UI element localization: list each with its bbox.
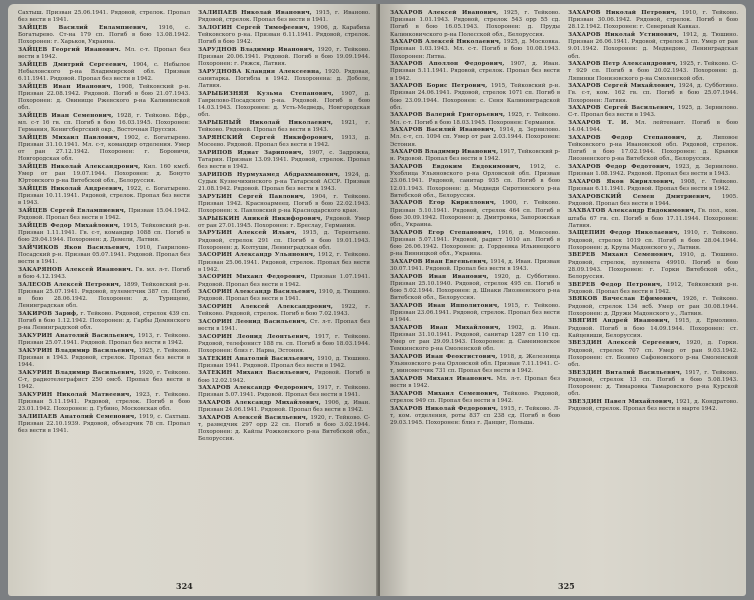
- memorial-entry: [18, 223, 190, 245]
- memorial-entry: [18, 84, 190, 113]
- memorial-entry: [198, 252, 370, 274]
- entry-text: Мл. л-т. Пропал без вести в 1942.: [390, 376, 560, 390]
- entry-text: 1926, г. Тейково. Рядовой, стрелок 134 всб. Умер от ран 30.08.1944. Похоронен: д. Дружи Мадонского у., Латвия.: [568, 296, 738, 317]
- memorial-entry: [568, 179, 738, 193]
- entry-name: ЗАЙЦЕВ Василий Евлампиевич,: [18, 24, 148, 31]
- entry-text: 1920. Рядовая, санитарка. Погибла в 1942. Похоронена: д. Доболе, Латвия.: [198, 68, 370, 90]
- entry-name: ЗАСОРИН Алексей Александрович,: [198, 303, 334, 310]
- entry-name: ЗВЕЗДИН Алексей Сергеевич,: [568, 340, 681, 347]
- entry-name: ЗВЯГИН Андрей Иванович,: [568, 318, 670, 325]
- entry-name: ЗАХАРОВ Иван Феоктистович,: [390, 354, 498, 361]
- entry-name: ЗАЙЦЕВ Георгий Иванович.: [18, 46, 121, 53]
- memorial-entry: [18, 47, 190, 61]
- memorial-entry: [568, 32, 738, 61]
- entry-name: ЗАХАРОВ Алексей Иванович,: [390, 10, 499, 16]
- entry-text: 1914, д. Зернилово. Мл. с-т, сл. 1094 сп. Умер от ран 2.03.1944. Похоронен: Эстония.: [390, 127, 560, 148]
- entry-text: 1916, с. Богатырево. Ст-на 179 сп. Погиб в бою 13.08.1942. Похоронен: г. Харьков, Украина.: [18, 24, 190, 46]
- entry-text: 1913, д. Мосеево. Рядовой. Пропал без вести в 1942.: [198, 134, 370, 148]
- right-page-column-2: [568, 10, 738, 576]
- entry-text: Призван 15.04.1942. Рядовой. Пропал без вести в 1942.: [18, 208, 190, 222]
- entry-name: ЗАХАРОВ Яков Кириллович,: [568, 178, 675, 185]
- entry-name: ЗАХАРОВ Федор Федотович,: [568, 164, 671, 170]
- memorial-entry: [198, 304, 370, 318]
- entry-name: ЗАКУРИН Анатолий Васильевич,: [18, 332, 136, 339]
- memorial-entry: [568, 340, 738, 369]
- entry-name: ЗАХАРОВ Николай Устинович,: [568, 32, 679, 38]
- entry-name: ЗАХАРОВ Николай Федорович,: [390, 405, 499, 412]
- entry-text: 1914, д. Иван. Призван 30.07.1941. Рядовой. Пропал без вести в 1943.: [390, 258, 560, 273]
- entry-name: ЗАЙЦЕВ Сергей Евлампиевич,: [18, 208, 127, 214]
- entry-name: ЗАХАРОВ Сергей Михайлович,: [568, 83, 677, 90]
- entry-name: ЗАЙЦЕВ Николай Андреевич,: [18, 186, 124, 192]
- entry-text: 1915, г. Тейково. Л-т, ком. отделения, роты 837 сп 238 сд. Погиб в бою 29.03.1945. Похоронен: близ г. Данциг, Польша.: [390, 405, 560, 427]
- entry-name: ЗАРЫБКИН Аникей Никифорович,: [198, 215, 323, 222]
- right-page-column-1: [390, 10, 560, 576]
- memorial-entry: [568, 296, 738, 318]
- memorial-entry: [198, 69, 370, 91]
- entry-name: ЗАЙЦЕВ Дмитрий Сергеевич,: [18, 61, 128, 68]
- memorial-entry: [390, 259, 560, 273]
- memorial-entry: [390, 376, 560, 390]
- entry-name: ЗАХАРОВ Егор Степанович,: [390, 229, 493, 236]
- entry-text: 1906, д. Иван. Призван 24.06.1941. Рядовой. Пропал без вести в 1942.: [198, 399, 370, 414]
- entry-name: ЗАЙЧИКОВ Яков Васильевич,: [18, 244, 131, 251]
- entry-text: 1906, д. Карабиха Тейковского р-на. Призван 6.11.1941. Рядовой, стрелок. Погиб в бою 1942.: [198, 24, 370, 46]
- entry-name: ЗАХАРОВ Сергей Васильевич,: [568, 105, 675, 112]
- entry-text: 1910, Гаврилово-Посадский р-н. Призван 05.07.1941. Рядовой. Пропал без вести в 1941.: [18, 244, 190, 266]
- entry-text: 1928, г. Тейково. Ефр., мл. с-т 16 гв. сп. Погиб в бою 16.03.1945. Похоронен: Германия, Кенигсбергский окр., Восточная Пруссия.: [18, 112, 190, 134]
- entry-text: 1920, г. Тейково. С-т, разведчик 297 орр 22 сп. Погиб в бою 3.02.1944. Похоронен: д. Кайлы Рожковского р-на Витебской обл., Белоруссия.: [198, 414, 370, 443]
- entry-text: 1900, г. Тейково. Призван 5.10.1941. Рядовой, стрелок 464 сп. Погиб в бою 30.09.1942. Похоронен: д. Дмитровка, Запорожская обл., Украина.: [390, 200, 560, 229]
- memorial-entry: [198, 216, 370, 230]
- memorial-entry: [568, 10, 738, 32]
- memorial-entry: [568, 370, 738, 399]
- memorial-entry: [390, 200, 560, 229]
- entry-name: ЗАХАРОВ Евдоким Евдокимович,: [390, 164, 521, 170]
- memorial-entry: [18, 135, 190, 164]
- memorial-entry: [18, 282, 190, 311]
- entry-text: 1904, с. Небылое Небыловского р-на Владимирской обл. Призван 6.11.1941. Рядовой. Пропал без вести в 1942.: [18, 61, 190, 82]
- memorial-entry: [568, 83, 738, 105]
- entry-name: ЗАСОРИН Александр Ульянович,: [198, 252, 316, 259]
- entry-name: ЗАРУДНОВА Клавдия Алексеевна,: [198, 68, 322, 75]
- entry-name: ЗАЩЕПИН Федор Николаевич,: [568, 230, 680, 237]
- entry-name: ЗАРУБИН Алексей Ильич,: [198, 230, 297, 237]
- entry-name: ЗАРЫБИЗНЯЯ Кузьма Степанович,: [198, 90, 334, 97]
- entry-text: 1917, г. Тейково. Призван 5.07.1941. Рядовой. Пропал без вести в 1941.: [198, 385, 370, 399]
- memorial-entry: [390, 10, 560, 39]
- entry-text: 1923, д. Зернилово. Призван 1.08.1942. Рядовой. Пропал без вести в 1943.: [568, 164, 738, 178]
- entry-text: д. Липовое Тейковского р-на Ивановской обл. Рядовой, стрелок. Погиб в бою 17.02.1944. Похоронен: д. Крынки Лиозненского р-на Витебской обл., Белоруссия.: [568, 134, 738, 163]
- entry-name: ЗАРИПОВ Нурмухамед Абдрахманович,: [198, 171, 341, 178]
- entry-text: 1912, г. Тейково. Призван 25.06.1941. Рядовой, стрелок. Пропал без вести в 1942.: [198, 252, 370, 273]
- entry-text: 1910, д. Тюшино. Призван 1941. Рядовой. Пропал без вести в 1942.: [198, 355, 370, 369]
- entry-name: ЗАКИРОВ Зариф,: [18, 310, 79, 317]
- entry-text: Рядовой. Умер от ран 27.01.1945. Похоронен: г. Бреслау, Германия.: [198, 215, 370, 229]
- entry-text: Мл. лейтенант. Погиб в бою 14.04.1944.: [568, 120, 738, 134]
- entry-text: 1917, Тейковский р-н. Рядовой. Пропал без вести в 1942.: [390, 149, 560, 163]
- entry-text: 1904, г. Тейково. Призван 1942. Красноармеец. Погиб в бою 22.02.1943. Похоронен: х. Павловский р-на Краснодарского края.: [198, 193, 370, 214]
- entry-name: ЗАХВАТОВ Александр Евдокимович,: [568, 208, 696, 215]
- entry-text: 1916, д. Моисеево. Призван 5.07.1941. Рядовой, радист 1010 ап. Погиб в бою 26.06.1942. Похоронен: д. Гордеевка Ильинецкого р-на Винницкой обл., Украина.: [390, 229, 560, 258]
- memorial-entry: [568, 135, 738, 164]
- entry-name: ЗВЕРЕВ Михаил Семенович,: [568, 252, 674, 259]
- entry-text: 1921, г. Тейково. Рядовой. Пропал без вести в 1943.: [198, 120, 370, 134]
- entry-text: 1921, д. Кондратово. Рядовой, стрелок. Пропал без вести в марте 1942.: [568, 398, 738, 412]
- memorial-entry: [198, 120, 370, 134]
- memorial-entry: [18, 370, 190, 392]
- entry-name: ЗАХАРОВ Валерий Григорьевич,: [390, 112, 506, 119]
- entry-name: ЗАХАРОВ Александр Федорович,: [198, 385, 315, 392]
- entry-text: Гв. мл. л-т. Погиб в бою 4.12.1943.: [18, 266, 190, 280]
- entry-text: Гв. пол., ком. штаба 67 гв. сп. Погиб в бою 17.11.1944. Похоронен: Латвия.: [568, 208, 738, 229]
- entry-name: ЗАЙЦЕВ Федор Михайлович,: [18, 222, 121, 229]
- memorial-entry: [390, 391, 560, 405]
- entry-text: 1924, д. Субботино. Гв. с-т, ком. 162 гв. сп. Погиб в бою 25.07.1944. Похоронен: Латвия.: [568, 83, 738, 104]
- entry-name: ЗАТЕКИН Анатолий Васильевич,: [198, 355, 315, 362]
- entry-text: Кил. 160 кмсб. Умер от ран 19.07.1944. Похоронен: д. Бонуто Юртовского р-на Витебской обл., Белоруссия.: [18, 164, 190, 185]
- memorial-entry: [198, 370, 370, 384]
- memorial-entry: [390, 406, 560, 428]
- entry-name: ЗАСОРИН Александр Васильевич,: [198, 289, 317, 296]
- entry-text: 1920, г. Тейково. С-т, радиотелеграфист 250 омсб. Пропал без вести в 1942.: [18, 369, 190, 390]
- entry-text: 1910, д. Тюшино. Рядовой. Пропал без вести в 1941.: [198, 289, 370, 303]
- memorial-entry: [390, 164, 560, 200]
- entry-text: 1925, г. Тейково. Мл. с-т. Погиб в бою 18.03.1945. Похоронен: Германия.: [390, 112, 560, 126]
- entry-name: ЗАТЕКИН Михаил Васильевич,: [198, 370, 311, 377]
- entry-name: ЗАЙЦЕВ Иван Иванович,: [18, 83, 113, 90]
- entry-name: ЗАХАРОВ Алексей Васильевич,: [198, 414, 309, 421]
- entry-name: ЗАХАРОВ Владимир Иванович,: [390, 149, 499, 156]
- memorial-entry: [198, 194, 370, 216]
- entry-name: ЗАХАРОВ Николай Петрович,: [568, 10, 678, 16]
- memorial-entry: [198, 415, 370, 444]
- entry-text: 1913, г. Тейково. Призван 25.07.1941. Рядовой. Пропал без вести в 1942.: [18, 332, 190, 346]
- entry-text: 1905. Рядовой. Пропал без вести в 1944.: [568, 193, 738, 207]
- memorial-entry: [568, 230, 738, 252]
- memorial-entry: [390, 325, 560, 354]
- entry-text: Призван 1.07.1941. Рядовой. Пропал без вести в 1942.: [198, 274, 370, 288]
- memorial-entry: [390, 274, 560, 303]
- entry-name: ЗВЯКОВ Вячеслав Ефимович,: [568, 296, 679, 303]
- entry-name: ЗАХАРОВСКИЙ Семен Дмитриевич,: [568, 193, 712, 200]
- entry-text: 1902, с. Богатырево. Призван 31.10.1941. Мл. с-т, командир отделения. Умер от ран 27.12.1942. Похоронен: г. Боровичи, Новгородская обл.: [18, 134, 190, 163]
- memorial-entry: [18, 392, 190, 414]
- page-number-left: 324: [176, 581, 193, 591]
- entry-text: 1907, д. Иван. Призван 5.11.1941. Рядовой, стрелок. Пропал без вести в 1942.: [390, 61, 560, 82]
- entry-name: ЗАКУРИН Владимир Васильевич,: [18, 347, 137, 354]
- entry-text: Мл. с-т. Пропал без вести в 1942.: [18, 46, 190, 60]
- memorial-entry: [198, 10, 370, 24]
- entry-name: ЗАХАРОВ Аполлон Федорович,: [390, 61, 505, 68]
- memorial-entry: [18, 267, 190, 281]
- entry-text: 1923, г. Тейково. Призван 5.11.1941. Рядовой, стрелок. Погиб в бою 23.01.1942. Похоронен: д. Губино, Московская обл.: [18, 391, 190, 412]
- entry-text: 1907, д. Гаврилово-Посадского р-на. Рядовой. Погиб в бою 14.03.1943. Похоронен: д. Усть-Медведь, Новгородская обл.: [198, 90, 370, 119]
- entry-text: 1899, Тейковский р-н. Призван 25.07.1941. Рядовой, пулеметчик 387 сп. Погиб в бою 28.06.1942. Похоронен: д. Турищево, Ленинградская обл.: [18, 281, 190, 310]
- memorial-entry: [198, 91, 370, 120]
- entry-text: 1902, д. Иван. Призван 31.10.1941. Рядовой, санитар 1287 сп 110 сд. Умер от ран 29.09.1943. Похоронен: д. Самеиновское Темкинского р-на Смоленской обл.: [390, 324, 560, 353]
- entry-text: 1915, г. Иваново. Рядовой, стрелок. Пропал без вести в 1941.: [198, 10, 370, 24]
- entry-name: ЗАХАРОВ Александр Михайлович,: [198, 399, 321, 406]
- memorial-entry: [18, 208, 190, 222]
- entry-name: ЗАХАРОВ Михаил Семенович,: [390, 390, 500, 397]
- memorial-entry: [568, 282, 738, 296]
- memorial-entry: [390, 303, 560, 325]
- memorial-entry: [198, 150, 370, 172]
- entry-text: 1920, д. Субботино. Призван 25.10.1940. Рядовой, стрелок 495 сп. Погиб в бою 5.02.1944. Похоронен: д. Шнаки Лиозненского р-на Витебской обл., Белоруссия.: [390, 273, 560, 302]
- entry-text: 1925, г. Тейково. С-т 929 сп. Погиб в бою 20.02.1943. Похоронен: д. Ляпинки Понизовского р-на Смоленской обл.: [568, 61, 738, 82]
- entry-text: Сахтыш. Призван 25.06.1941. Рядовой, стрелок. Пропал без вести в 1941.: [18, 10, 190, 24]
- entry-text: 1917, г. Тейково. Рядовой, телефонист 188 гв. сп. Погиб в бою 18.03.1944. Похоронен: близ г. Нарва, Эстония.: [198, 333, 370, 354]
- entry-name: ЗАХАРОВ Федор Степанович,: [568, 134, 687, 141]
- memorial-entry: [568, 120, 738, 134]
- memorial-entry: [390, 149, 560, 163]
- entry-text: 1910, д. Тюшино. Рядовой, стрелок, пулемета 49910. Погиб в бою 28.09.1943. Похоронен: г. Горки Витебской обл., Белоруссия.: [568, 252, 738, 280]
- entry-text: 1912, с. Ухоблица Ульяновского р-на Орловской обл. Призван 23.06.1941. Рядовой, санитар 935 сп. Погиб в бою 12.01.1943. Похоронен: д. Медведи Сиротинского р-на Витебской обл., Белоруссия.: [390, 164, 560, 199]
- entry-text: 1925, г. Тейково. Призван в 1943. Рядовой, стрелок. Пропал без вести в 1944.: [18, 347, 190, 368]
- entry-text: 1915, Тейковский р-н. Призван 1.11.1941. Гв. с-т, командир 1088 сп. Погиб в бою 29.04.1944. Похоронен: д. Демели, Латвия.: [18, 222, 190, 244]
- left-page: [8, 4, 378, 596]
- left-page-column-2: [198, 10, 370, 576]
- memorial-entry: [198, 47, 370, 69]
- entry-name: ЗАКУРИН Николай Матвеевич,: [18, 391, 132, 398]
- entry-text: 1915, д. Терентьево. Рядовой, стрелок 291 сп. Погиб в бою 19.01.1943. Похоронен: д. Колтуши, Ленинградская обл.: [198, 230, 370, 251]
- entry-name: ЗАКУРИН Владимир Васильевич,: [18, 369, 137, 376]
- entry-text: 1925, г. Тейково. Призван 1.01.1943. Рядовой, стрелок 543 орр 55 сд. Погиб в бою 16.05.1943. Похоронен: д. Пруды Калинковичского р-на Полесской обл., Белоруссия.: [390, 10, 560, 38]
- memorial-entry: [198, 172, 370, 194]
- entry-text: Тейково. Рядовой, стрелок 949 сп. Пропал без вести в 1942.: [390, 390, 560, 405]
- entry-name: ЗАРИПОВ Идиат Зарипович,: [198, 149, 304, 156]
- memorial-entry: [18, 186, 190, 208]
- entry-text: Ст. л-т. Пропал без вести в 1941.: [198, 318, 370, 332]
- entry-text: 1908, г. Тейково. Призван 6.11.1941. Рядовой. Пропал без вести в 1942.: [568, 178, 738, 192]
- entry-text: г. Тейково. Рядовой, стрелок 439 сп. Погиб в бою 1.12.1942. Похоронен: д. Гарбы Демянского р-на Ленинградской обл.: [18, 310, 190, 332]
- memorial-entry: [390, 354, 560, 376]
- entry-name: ЗАХАРОВ Василий Иванович,: [390, 127, 496, 134]
- entry-text: 1915, д. Ермолино. Рядовой. Погиб в бою 14.09.1944. Похоронен: ст. Кайцевиши, Белоруссия.: [568, 318, 738, 339]
- entry-name: ЗАРЫБНЫЙ Николай Николаевич,: [198, 120, 334, 126]
- memorial-entry: [18, 414, 190, 436]
- memorial-entry: [568, 208, 738, 230]
- memorial-entry: [198, 25, 370, 47]
- entry-name: ЗАЛИПАЕВ Николай Иванович,: [198, 10, 312, 16]
- entry-name: ЗАХАРОВ Михаил Иванович.: [390, 376, 494, 383]
- memorial-entry: [18, 245, 190, 267]
- entry-name: ЗАРЯНСКИЙ Сергей Никифорович,: [198, 134, 334, 141]
- memorial-entry: [198, 230, 370, 252]
- memorial-entry: [18, 25, 190, 47]
- entry-text: 1920, г. Тейково. Призван 20.06.1941. Рядовой. Погиб в бою 19.09.1944. Похоронен: г. Ряжск, Латвия.: [198, 46, 370, 68]
- entry-name: ЗАХАРОВ Иван Иванович,: [390, 273, 489, 280]
- entry-name: ЗАСОРИН Михаил Федорович,: [198, 274, 307, 281]
- entry-name: ЗАСОРИН Леонид Васильевич,: [198, 318, 308, 325]
- page-number-right: 325: [558, 581, 575, 591]
- memorial-entry: [18, 311, 190, 333]
- memorial-entry: [390, 230, 560, 259]
- memorial-entry: [18, 62, 190, 84]
- memorial-entry: [390, 61, 560, 83]
- entry-name: ЗАЛЕСОВ Алексей Петрович,: [18, 281, 122, 288]
- entry-text: 1915, Тейковский р-н. Призван 24.06.1941. Рядовой, стрелок 1071 сп. Погиб в бою 23.09.1944. Похоронен: с. Сеня Калининградской обл.: [390, 83, 560, 111]
- entry-text: 1925, д. Зернилово. С-т. Пропал без вести в 1943.: [568, 105, 738, 119]
- entry-text: 1920, д. Горки. Рядовой, стрелок 707 сп. Умер от ран 9.03.1942. Похоронен: ст. Бозино Сафоновского р-на Смоленской обл.: [568, 340, 738, 368]
- entry-text: 1915, г. Тейково. Призван 23.06.1941. Рядовой, стрелок. Пропал без вести в 1944.: [390, 302, 560, 324]
- memorial-entry: [568, 105, 738, 119]
- entry-name: ЗАЛОГИН Сергей Тимофеевич,: [198, 24, 310, 31]
- memorial-entry: [568, 61, 738, 83]
- entry-text: 1907, с. Задрожка, Татария. Призван 13.09.1941. Рядовой, стрелок. Пропал без вести в 1942.: [198, 149, 370, 170]
- entry-name: ЗВЕЗДИН Павел Михайлович,: [568, 398, 674, 405]
- memorial-entry: [18, 10, 190, 24]
- open-book: [8, 4, 746, 596]
- memorial-entry: [568, 164, 738, 178]
- entry-text: 1910, г. Тейково. Призван 30.06.1942. Рядовой, стрелок. Погиб в бою 28.12.1942. Похоронен: г. Северный Кавказ.: [568, 10, 738, 31]
- memorial-entry: [198, 289, 370, 303]
- entry-name: ЗАЙЦЕВ Иван Семенович,: [18, 112, 114, 119]
- memorial-entry: [568, 399, 738, 413]
- entry-text: 1917, г. Тейково. Рядовой, стрелок 13 сп. Погиб в бою 5.08.1943. Похоронен: д. Тимаровка Тамаровского р-на Курской обл.: [568, 369, 738, 398]
- entry-name: ЗАХАРОВ Петр Александрович,: [568, 61, 678, 68]
- entry-text: 1918, д. Железница Ульяновского р-на Орловской обл. Призван 7.11.1941. С-т, минометчик 731 сп. Пропал без вести в 1942.: [390, 354, 560, 375]
- entry-name: ЗАХАРОВ Т. И.: [568, 120, 629, 126]
- entry-text: 1912, Тейковский р-н. Рядовой. Пропал без вести в 1942.: [568, 281, 738, 295]
- entry-text: 1922, г. Тейково. Рядовой, стрелок. Погиб в бою 7.02.1943.: [198, 303, 370, 318]
- entry-name: ЗАРУБИН Сергей Павлович,: [198, 193, 306, 200]
- entry-name: ЗАХАРОВ Егор Кириллович,: [390, 200, 497, 207]
- entry-text: 1925, д. Московка. Призван 1.03.1943. Мл. с-т. Погиб в бою 10.08.1943. Похоронен: Литва.: [390, 39, 560, 60]
- entry-name: ЗАХАРОВ Борис Петрович,: [390, 83, 488, 90]
- memorial-entry: [390, 127, 560, 149]
- memorial-entry: [198, 334, 370, 356]
- entry-name: ЗАЙЦЕВ Николай Александрович,: [18, 164, 141, 170]
- entry-name: ЗАЛИПАЕВ Анатолий Семенович,: [18, 413, 137, 420]
- memorial-entry: [198, 385, 370, 399]
- entry-text: 1922, с. Богатырево. Призван 10.11.1941. Рядовой, стрелок. Пропал без вести в 1943.: [18, 186, 190, 207]
- memorial-entry: [568, 318, 738, 340]
- memorial-entry: [390, 83, 560, 112]
- entry-name: ЗВЕЗДИН Виталий Васильевич,: [568, 369, 683, 376]
- entry-text: 1924, д. Судык Кузнечихинского р-на Татарской АССР. Призван 21.08.1942. Рядовой. Пропал без вести в 1943.: [198, 171, 370, 192]
- memorial-entry: [568, 194, 738, 208]
- entry-text: 1908, Тейковский р-н. Призван 22.08.1942. Рядовой. Погиб в бою 21.07.1943. Похоронен: д. Овинище Ржевского р-на Калининской обл.: [18, 83, 190, 112]
- entry-name: ЗАХАРОВ Иван Евгеньевич,: [390, 258, 489, 265]
- right-page: [380, 4, 746, 596]
- entry-name: ЗАРУДНОВ Владимир Иванович,: [198, 46, 315, 53]
- entry-text: Рядовой. Погиб в бою 12.02.1942.: [198, 370, 370, 384]
- entry-name: ЗАХАРОВ Алексей Николаевич,: [390, 39, 502, 46]
- entry-text: 1910, г. Тейково. Рядовой, стрелок 1019 сп. Погиб в бою 28.04.1944. Похоронен: д. Крупа Мадонского у., Латвия.: [568, 230, 738, 251]
- entry-name: ЗВЕРЕВ Федор Петрович,: [568, 281, 663, 288]
- memorial-entry: [18, 333, 190, 347]
- memorial-entry: [198, 319, 370, 333]
- entry-name: ЗАСОРИН Леонид Леонтьевич,: [198, 333, 311, 340]
- entry-name: ЗАКАРЯНОВ Алексей Иванович.: [18, 266, 133, 273]
- memorial-entry: [18, 348, 190, 370]
- left-page-column-1: [18, 10, 190, 576]
- memorial-entry: [198, 400, 370, 414]
- entry-name: ЗАЙЦЕВ Михаил Павлович,: [18, 134, 120, 141]
- memorial-entry: [198, 135, 370, 149]
- entry-name: ЗАХАРОВ Иван Ипполитович,: [390, 302, 500, 309]
- memorial-entry: [18, 113, 190, 135]
- entry-name: ЗАХАРОВ Иван Михайлович,: [390, 324, 501, 331]
- memorial-entry: [568, 252, 738, 281]
- memorial-entry: [18, 164, 190, 186]
- memorial-entry: [390, 39, 560, 61]
- memorial-entry: [390, 112, 560, 126]
- entry-text: 1912, д. Тюшино. Призван 26.06.1941. Рядовой, стрелок 3 сп. Умер от ран 9.01.1942. Похоронен: д. Медведово, Ленинградская обл.: [568, 32, 738, 60]
- memorial-entry: [198, 274, 370, 288]
- memorial-entry: [198, 356, 370, 370]
- entry-text: 1919, с. Сахтыш. Призван 22.10.1939. Рядовой, объездчик 78 сп. Пропал без вести в 1941.: [18, 413, 190, 434]
